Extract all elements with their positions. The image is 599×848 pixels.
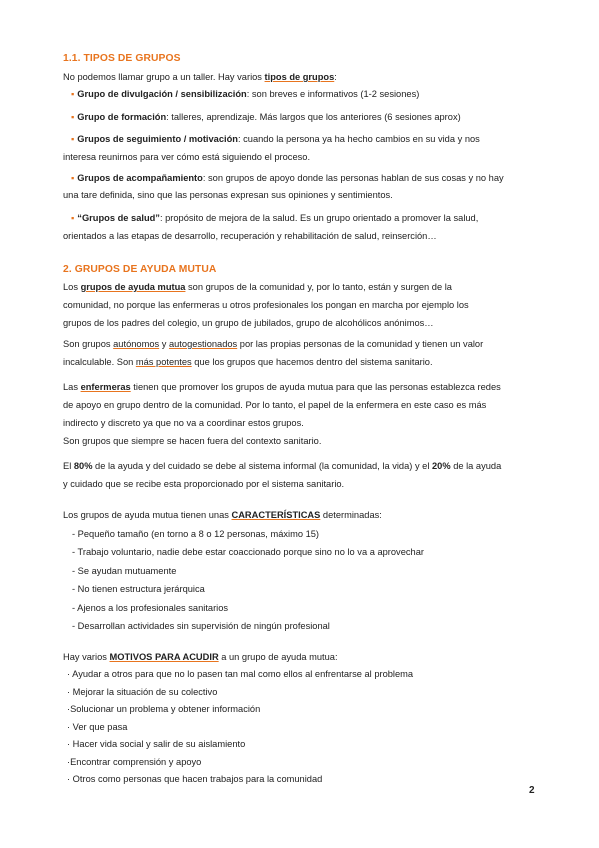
- list-item: - No tienen estructura jerárquica: [72, 584, 205, 594]
- item-term: Grupo de formación: [77, 112, 167, 122]
- item-term: Grupos de acompañamiento: [77, 173, 203, 183]
- item-text: : talleres, aprendizaje. Más largos que los anteriores (6 sesiones aprox): [166, 112, 461, 122]
- paragraph-line: Son grupos que siempre se hacen fuera del contexto sanitario.: [63, 436, 322, 446]
- item-text: : son breves e informativos (1-2 sesiones): [246, 89, 420, 99]
- item-term: Grupo de divulgación / sensibilización: [77, 89, 247, 99]
- underlined-term: autogestionados: [168, 339, 238, 349]
- list-item: - Ajenos a los profesionales sanitarios: [72, 603, 229, 613]
- list-item: · Mejorar la situación de su colectivo: [67, 687, 218, 697]
- text: por las propias personas de la comunidad y tienen un valor: [237, 339, 484, 349]
- list-item: [71, 212, 478, 224]
- underlined-term: MOTIVOS PARA ACUDIR: [109, 652, 219, 662]
- item-term: Grupos de seguimiento / motivación: [77, 134, 238, 144]
- percent-value: 20%: [432, 461, 451, 471]
- list-item-continuation: una tare definida, sino que las personas expresan sus opiniones y sentimientos.: [63, 190, 393, 200]
- paragraph-line: [63, 356, 433, 368]
- list-item: · Hacer vida social y salir de su aislamiento: [67, 739, 246, 749]
- paragraph-line: grupos de los padres del colegio, un grupo de jubilados, grupo de alcohólicos anónimos…: [63, 318, 434, 328]
- text: Hay varios: [63, 652, 110, 662]
- text: Son grupos: [63, 339, 114, 349]
- percent-value: 80%: [73, 461, 93, 471]
- text: que los grupos que hacemos dentro del sistema sanitario.: [191, 357, 433, 367]
- paragraph-line: [63, 281, 452, 293]
- paragraph-line: de apoyo en grupo dentro de la comunidad. Por lo tanto, el papel de la enfermera en este caso es más: [63, 400, 487, 410]
- bullet-icon: ▪: [71, 134, 75, 144]
- underlined-term: grupos de ayuda mutua: [80, 282, 186, 292]
- text: incalculable. Son: [63, 357, 136, 367]
- section-title-tipos: 1.1. TIPOS DE GRUPOS: [63, 53, 181, 64]
- page-number: 2: [529, 785, 535, 796]
- list-item-continuation: orientados a las etapas de desarrollo, recuperación y rehabilitación de salud, reinserción…: [63, 231, 437, 241]
- text: Los: [63, 282, 81, 292]
- bullet-icon: ▪: [71, 213, 75, 223]
- text: :: [334, 72, 337, 82]
- underlined-term: más potentes: [135, 357, 192, 367]
- intro-paragraph: [63, 71, 337, 83]
- list-item: [71, 111, 461, 123]
- bullet-icon: ▪: [71, 89, 75, 99]
- bullet-icon: ▪: [71, 173, 75, 183]
- underlined-term: tipos de grupos: [264, 72, 335, 82]
- list-item-continuation: interesa reunirnos para ver cómo está siguiendo el proceso.: [63, 152, 311, 162]
- list-item: [71, 172, 504, 184]
- paragraph-line: y cuidado que se recibe esta proporcionado por el sistema sanitario.: [63, 479, 345, 489]
- item-text: : cuando la persona ya ha hecho cambios en su vida y nos: [237, 134, 480, 144]
- paragraph-line: comunidad, no porque las enfermeras u otros profesionales los pongan en marcha por ejemplo los: [63, 300, 469, 310]
- text: determinadas:: [320, 510, 382, 520]
- paragraph-line: [63, 460, 501, 472]
- list-item: · Ver que pasa: [67, 722, 128, 732]
- list-item: - Desarrollan actividades sin supervisión de ningún profesional: [72, 621, 330, 631]
- list-item: - Pequeño tamaño (en torno a 8 o 12 personas, máximo 15): [72, 529, 320, 539]
- list-item: [71, 88, 419, 100]
- text: tienen que promover los grupos de ayuda mutua para que las personas establezca redes: [130, 382, 501, 392]
- list-item: - Se ayudan mutuamente: [72, 566, 177, 576]
- section-title-ayuda-mutua: 2. GRUPOS DE AYUDA MUTUA: [63, 264, 217, 275]
- text: son grupos de la comunidad y, por lo tanto, están y surgen de la: [185, 282, 452, 292]
- list-item: [71, 133, 480, 145]
- list-item: - Trabajo voluntario, nadie debe estar coaccionado porque sino no lo va a aprovechar: [72, 547, 424, 557]
- item-term: “Grupos de salud”: [77, 213, 160, 223]
- text: Los grupos de ayuda mutua tienen unas: [63, 510, 232, 520]
- list-item: · Otros como personas que hacen trabajos para la comunidad: [67, 774, 323, 784]
- item-text: : son grupos de apoyo donde las personas hablan de sus cosas y no hay: [202, 173, 504, 183]
- paragraph-line: [63, 509, 382, 521]
- text: de la ayuda: [450, 461, 502, 471]
- list-item: ·Encontrar comprensión y apoyo: [67, 757, 202, 767]
- item-text: : propósito de mejora de la salud. Es un grupo orientado a promover la salud,: [159, 213, 479, 223]
- paragraph-line: [63, 381, 501, 393]
- paragraph-line: indirecto y discreto ya que no va a coordinar estos grupos.: [63, 418, 304, 428]
- underlined-term: CARACTERÍSTICAS: [231, 510, 321, 520]
- bullet-icon: ▪: [71, 112, 75, 122]
- text: El: [63, 461, 74, 471]
- list-item: · Ayudar a otros para que no lo pasen tan mal como ellos al enfrentarse al problema: [67, 669, 414, 679]
- paragraph-line: [63, 651, 338, 663]
- underlined-term: autónomos: [113, 339, 160, 349]
- text: Las: [63, 382, 81, 392]
- list-item: ·Solucionar un problema y obtener información: [67, 704, 261, 714]
- paragraph-line: [63, 338, 483, 350]
- text: a un grupo de ayuda mutua:: [218, 652, 338, 662]
- text: No podemos llamar grupo a un taller. Hay varios: [63, 72, 265, 82]
- text: de la ayuda y del cuidado se debe al sistema informal (la comunidad, la vida) y el: [92, 461, 432, 471]
- text: y: [159, 339, 169, 349]
- underlined-term: enfermeras: [80, 382, 131, 392]
